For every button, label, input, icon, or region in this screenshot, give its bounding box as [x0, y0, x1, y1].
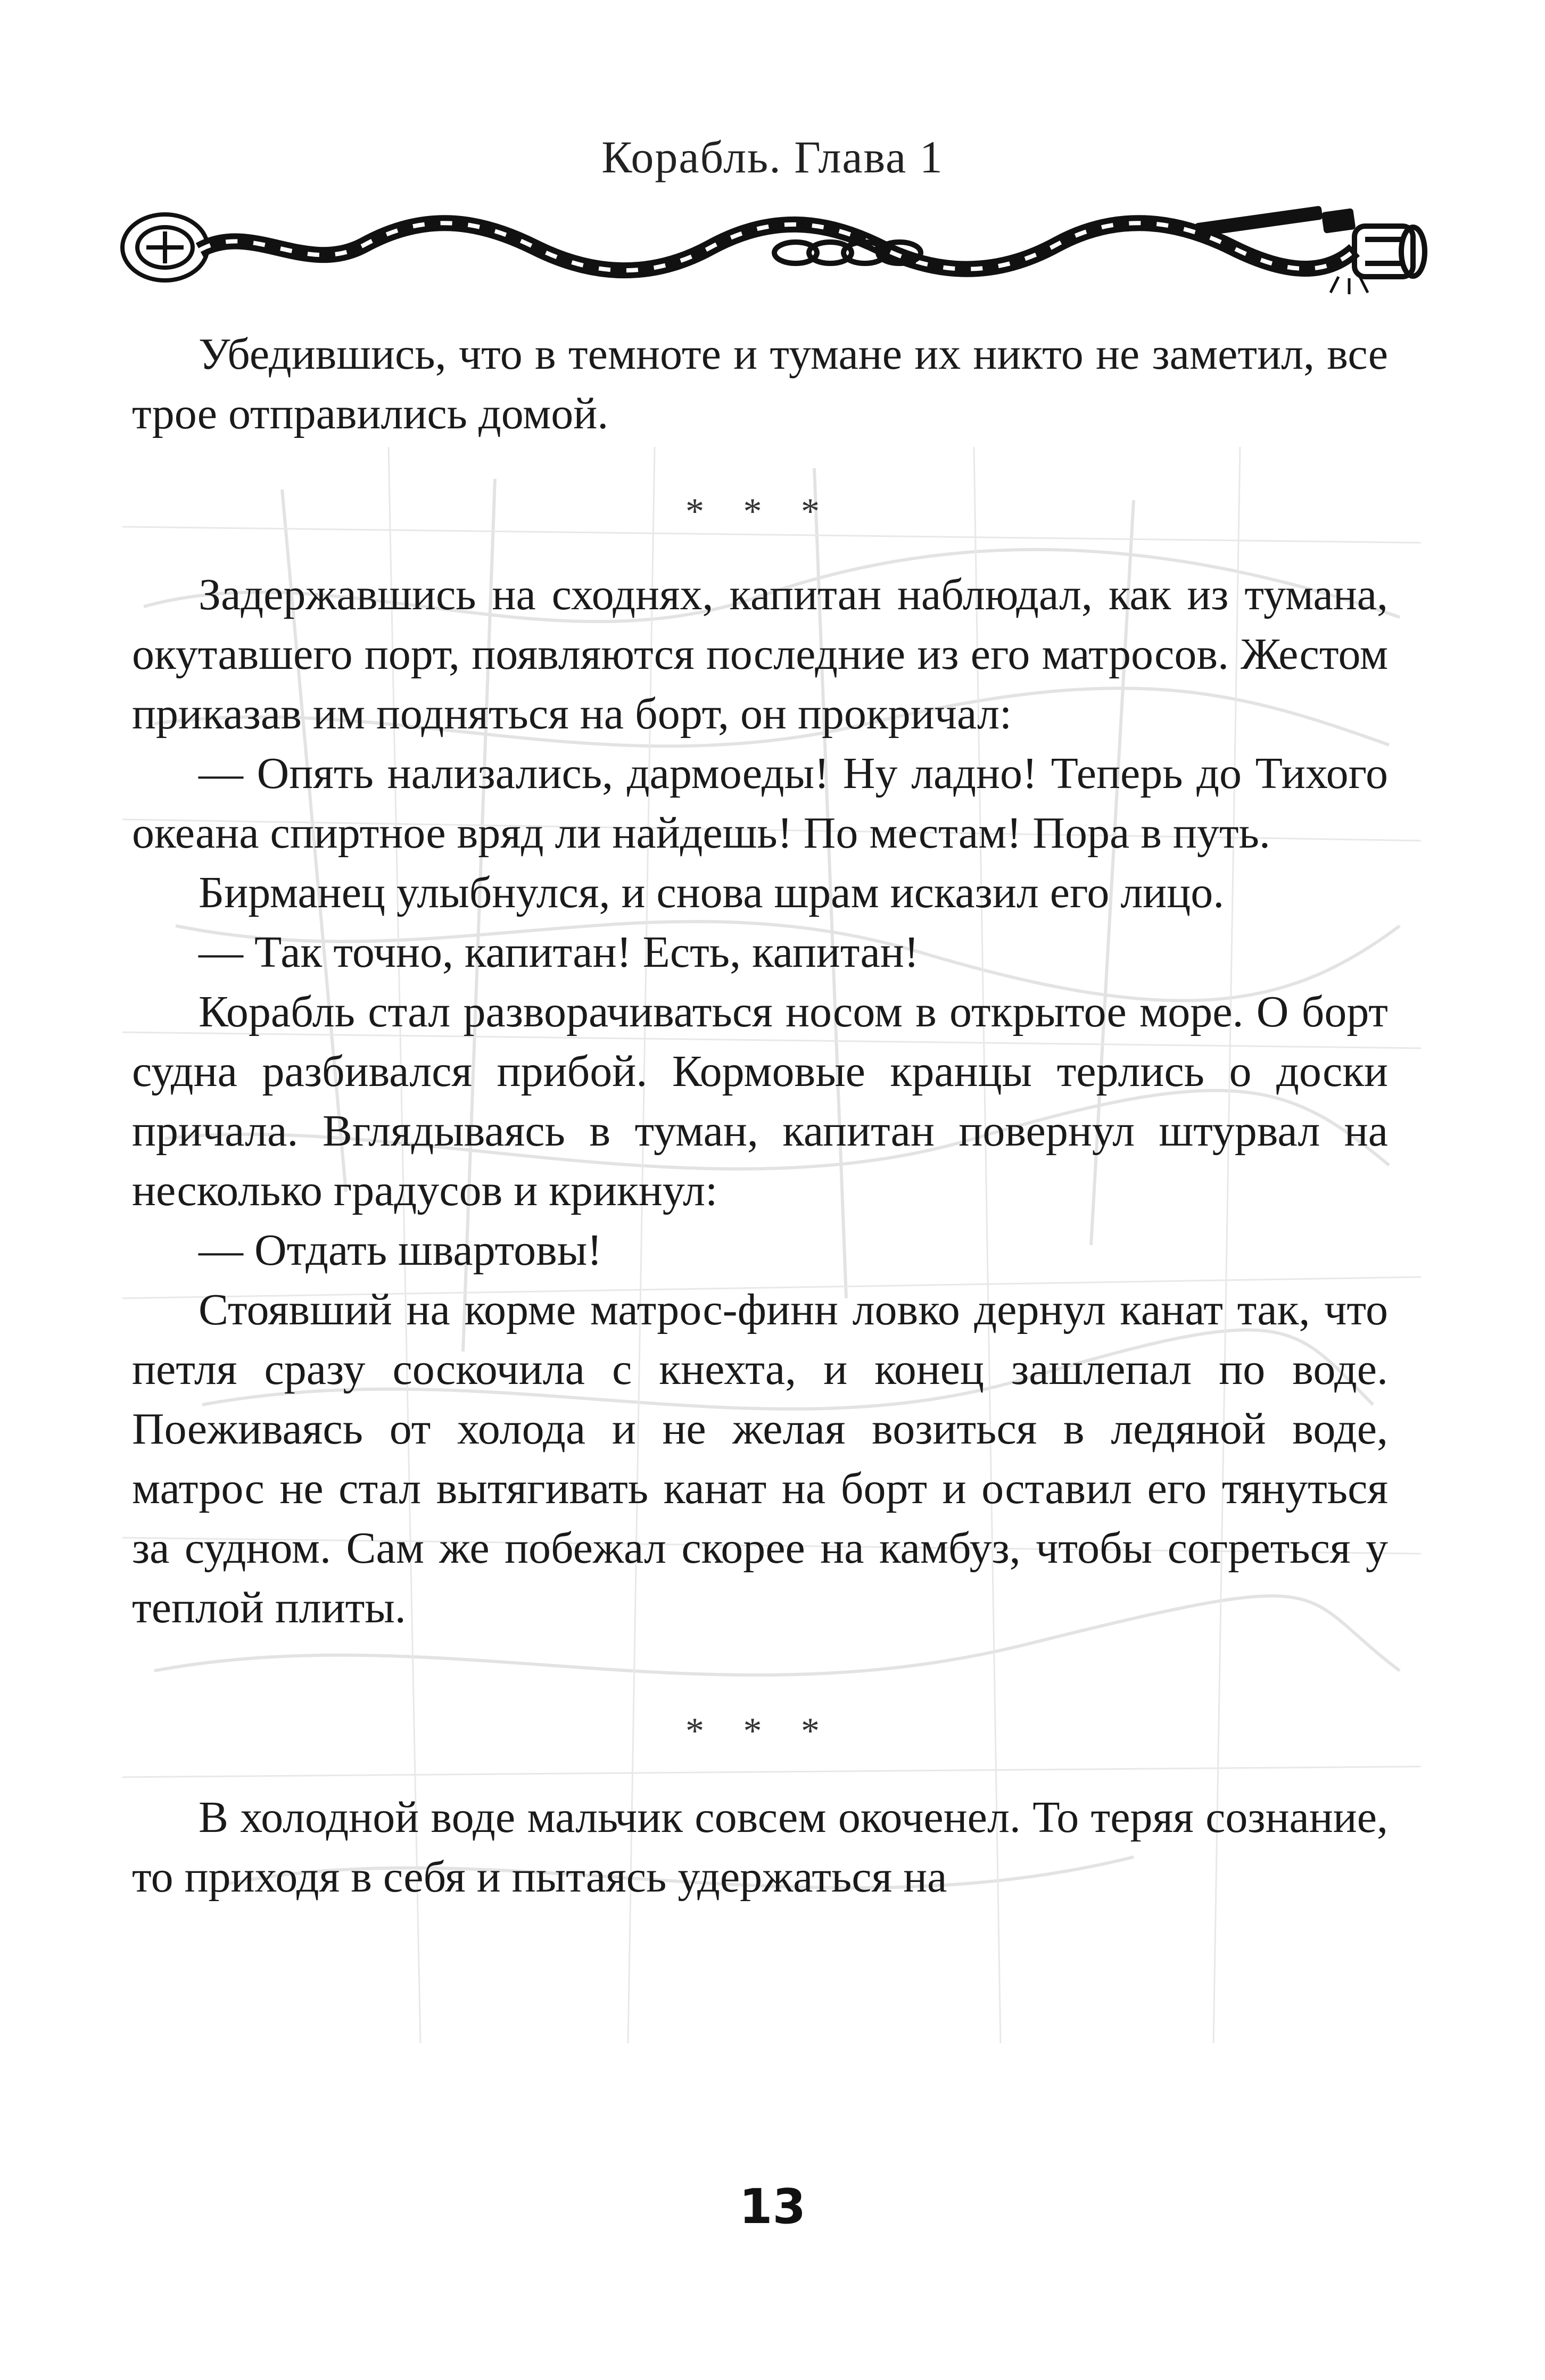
- nautical-rope-ornament-icon: [114, 189, 1432, 295]
- section-separator: * * *: [685, 491, 835, 532]
- paragraph: Бирманец улыбнулся, и снова шрам исказил его лицо.: [199, 868, 1225, 917]
- section-separator: * * *: [685, 1711, 835, 1752]
- dialog-line: — Отдать швартовы!: [199, 1225, 602, 1275]
- paragraph: Убедившись, что в темноте и тумане их никто не заметил, все трое отправились домой.: [132, 329, 1388, 438]
- paragraph: Задержавшись на сходнях, капитан наблюдал, как из тумана, окутавшего порт, появляются последние из его матросов. Жестом приказав им подняться на борт, он прокричал:: [132, 570, 1388, 739]
- paragraph: В холодной воде мальчик совсем окоченел. То теряя сознание, то приходя в себя и пытаясь удержаться на: [132, 1793, 1388, 1902]
- body-text: [132, 325, 1388, 1907]
- running-head: Корабль. Глава 1: [601, 131, 944, 183]
- paragraph: Корабль стал разворачиваться носом в открытое море. О борт судна разбивался прибой. Кормовые кранцы терлись о доски причала. Вглядываясь в туман, капитан повернул штурвал на несколько градусов и крикнул:: [132, 987, 1388, 1215]
- paragraph: Стоявший на корме матрос-финн ловко дернул канат так, что петля сразу соскочила с кнехта, и конец зашлепал по воде. Поеживаясь от холода и не желая возиться в ледяной воде, матрос не стал вытягивать канат на борт и оставил его тянуться за судном. Сам же побежал скорее на камбуз, чтобы согреться у теплой плиты.: [132, 1285, 1388, 1632]
- page-number: 13: [739, 2179, 806, 2235]
- dialog-line: — Опять нализались, дармоеды! Ну ладно! Теперь до Тихого океана спиртное вряд ли найдешь! По местам! Пора в путь.: [132, 749, 1388, 858]
- dialog-line: — Так точно, капитан! Есть, капитан!: [199, 927, 919, 977]
